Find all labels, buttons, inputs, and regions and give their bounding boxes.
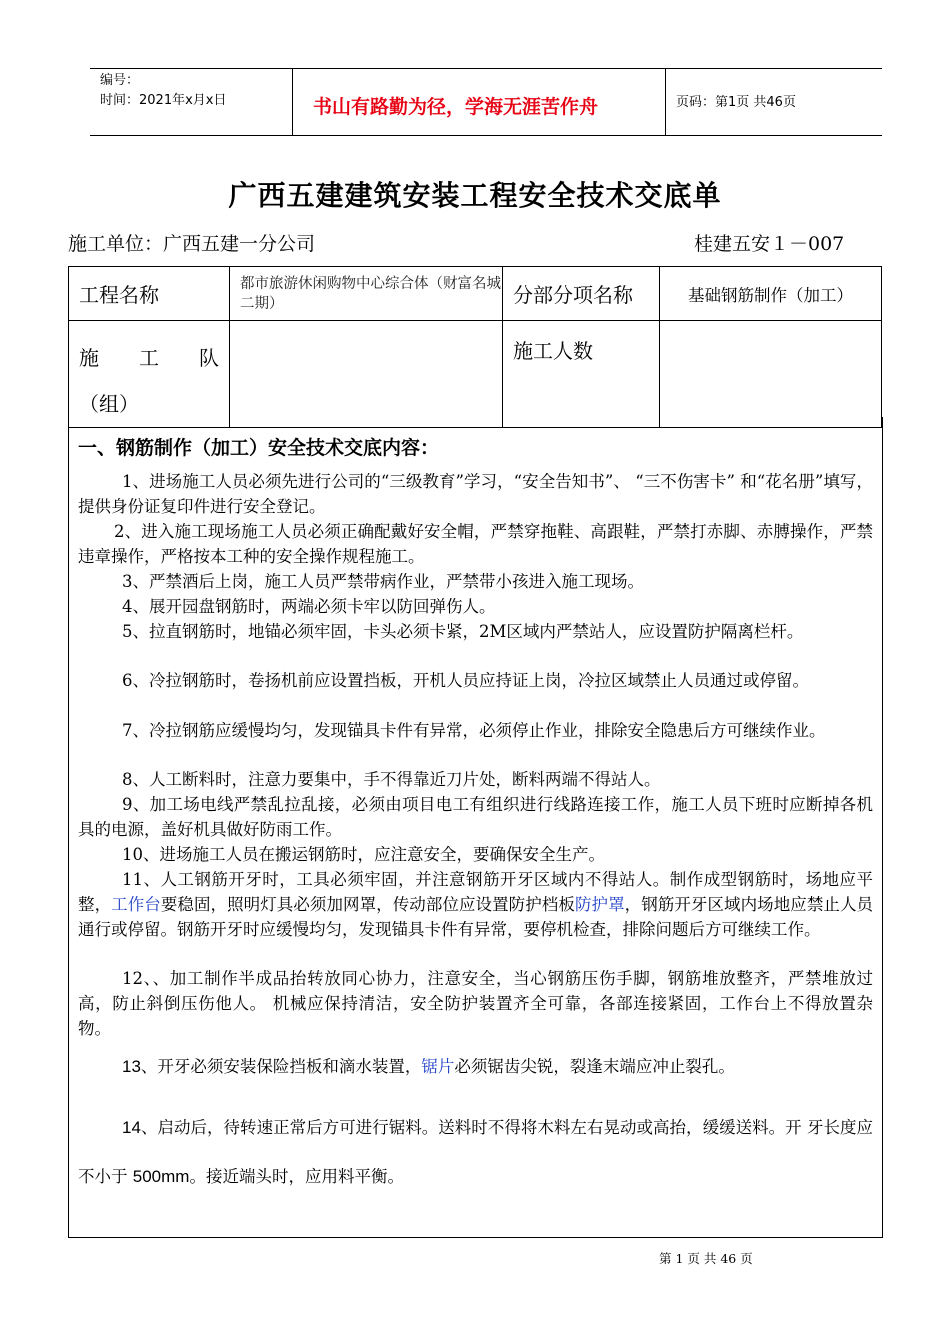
- paragraph-6-text: 6、冷拉钢筋时，卷扬机前应设置挡板，开机人员应持证上岗，冷拉区域禁止人员通过或停留。: [122, 671, 809, 690]
- paragraph-4: [78, 594, 873, 619]
- paragraph-11-text-a: 11、人工钢筋开牙时，工具必须牢固，并注意钢筋开牙区域内不得站人。制作成型钢筋时，场地应平整，: [78, 870, 873, 914]
- paragraph-10-text: 10、进场施工人员在搬运钢筋时，应注意安全，要确保安全生产。: [122, 845, 605, 864]
- paragraph-4-text: 4、展开园盘钢筋时，两端必须卡牢以防回弹伤人。: [122, 597, 496, 616]
- paragraph-13: [78, 1054, 873, 1080]
- document-code: 桂建五安１－007: [694, 233, 845, 255]
- paragraph-14-number: 14: [122, 1118, 141, 1137]
- project-name-value: 都市旅游休闲购物中心综合体（财富名城二期）: [230, 267, 503, 321]
- paragraph-9-text: 9、加工场电线严禁乱拉乱接，必须由项目电工有组织进行线路连接工作，施工人员下班时应断掉各机具的电源，盖好机具做好防雨工作。: [78, 795, 873, 839]
- doc-number-label: 编号：: [100, 73, 140, 88]
- paragraph-7: [78, 718, 873, 743]
- saw-blade-link[interactable]: 锯片: [421, 1057, 455, 1076]
- paragraph-14-text-c: 。接近端头时，应用料平衡。: [189, 1167, 404, 1186]
- construction-unit: 施工单位：广西五建一分公司: [68, 233, 316, 255]
- paragraph-14-value: 500mm: [132, 1167, 190, 1186]
- paragraph-11-text-c: ，钢筋开牙区域内场地应禁止人员通行或停留。钢筋开牙时应缓慢均匀，发现锚具卡件有异常，要停机检查，排除问题后方可继续工作。: [78, 895, 874, 939]
- doc-time-label: 时间：2021年x月x日: [100, 93, 227, 108]
- header-divider-2: [665, 68, 666, 136]
- team-label-line1: 施 工 队: [79, 346, 219, 370]
- paragraph-7-text: 7、冷拉钢筋应缓慢均匀，发现锚具卡件有异常，必须停止作业，排除安全隐患后方可继续作业。: [122, 721, 826, 740]
- project-name-label: 工程名称: [69, 267, 230, 321]
- header-bottom-rule: [90, 135, 882, 136]
- paragraph-6: [78, 668, 873, 693]
- paragraph-1: [78, 469, 873, 519]
- guard-cover-link[interactable]: 防护罩: [574, 895, 625, 914]
- page-title: 广西五建建筑安装工程安全技术交底单: [228, 179, 722, 212]
- paragraph-3-text: 3、严禁酒后上岗，施工人员严禁带病作业，严禁带小孩进入施工现场。: [122, 572, 644, 591]
- workers-label: 施工人数: [503, 321, 660, 428]
- paragraph-8-text: 8、人工断料时，注意力要集中，手不得靠近刀片处，断料两端不得站人。: [122, 770, 661, 789]
- paragraph-13-text-b: 必须锯齿尖锐，裂逢末端应冲止裂孔。: [454, 1057, 735, 1076]
- paragraph-3: [78, 569, 873, 594]
- paragraph-14: [78, 1103, 873, 1201]
- paragraph-5: [78, 619, 873, 644]
- paragraph-12: [78, 966, 873, 1041]
- header-divider-1: [292, 68, 293, 136]
- sub-item-value: 基础钢筋制作（加工）: [660, 267, 882, 321]
- paragraph-11: [78, 867, 873, 942]
- paragraph-9: [78, 792, 873, 842]
- paragraph-1-text: 1、进场施工人员必须先进行公司的“三级教育”学习，“安全告知书”、 “三不伤害卡” 和“花名册”填写，提供身份证复印件进行安全登记。: [78, 472, 873, 516]
- workbench-link[interactable]: 工作台: [111, 895, 161, 914]
- header-top-rule: [90, 68, 882, 69]
- paragraph-14-text-a: 、启动后，待转速正常后方可进行锯料。送料时不得将木料左右晃动或高抬，缓缓送: [140, 1118, 753, 1137]
- project-info-table: [68, 266, 882, 428]
- paragraph-8: [78, 767, 873, 792]
- paragraph-11-text-b: 要稳固，照明灯具必须加网罩，传动部位应设置防护档板: [160, 895, 575, 914]
- paragraph-14-text-b: 料。开 牙长度应不小于: [78, 1118, 873, 1186]
- page-label: 页码：第1页 共46页: [676, 95, 796, 110]
- paragraph-13-number: 13: [122, 1057, 141, 1076]
- sub-item-label: 分部分项名称: [503, 267, 660, 321]
- paragraph-13-text-a: 、开牙必须安装保险挡板和滴水装置，: [140, 1057, 422, 1076]
- paragraph-12-text: 12、、加工制作半成品抬转放同心协力，注意安全，当心钢筋压伤手脚，钢筋堆放整齐，严禁堆放过高，防止斜倒压伤他人。 机械应保持清洁，安全防护装置齐全可靠，各部连接紧固，工作台上不得放置杂物。: [78, 969, 873, 1038]
- section-title: 一、钢筋制作（加工）安全技术交底内容：: [78, 437, 440, 459]
- team-label-line2: （组）: [79, 392, 139, 416]
- motto-text: 书山有路勤为径，学海无涯苦作舟: [313, 96, 599, 118]
- paragraph-2: [78, 519, 873, 569]
- team-value: [230, 321, 503, 428]
- page-footer: 第 1 页 共 46 页: [659, 1251, 753, 1266]
- team-label: [69, 321, 230, 428]
- paragraph-2-text: 2、进入施工现场施工人员必须正确配戴好安全帽，严禁穿拖鞋、高跟鞋，严禁打赤脚、赤膊操作，严禁违章操作，严格按本工种的安全操作规程施工。: [78, 522, 873, 566]
- paragraph-5-text: 5、拉直钢筋时，地锚必须牢固，卡头必须卡紧，2M区域内严禁站人，应设置防护隔离栏杆。: [122, 622, 804, 641]
- paragraph-10: [78, 842, 873, 867]
- workers-value: [660, 321, 882, 428]
